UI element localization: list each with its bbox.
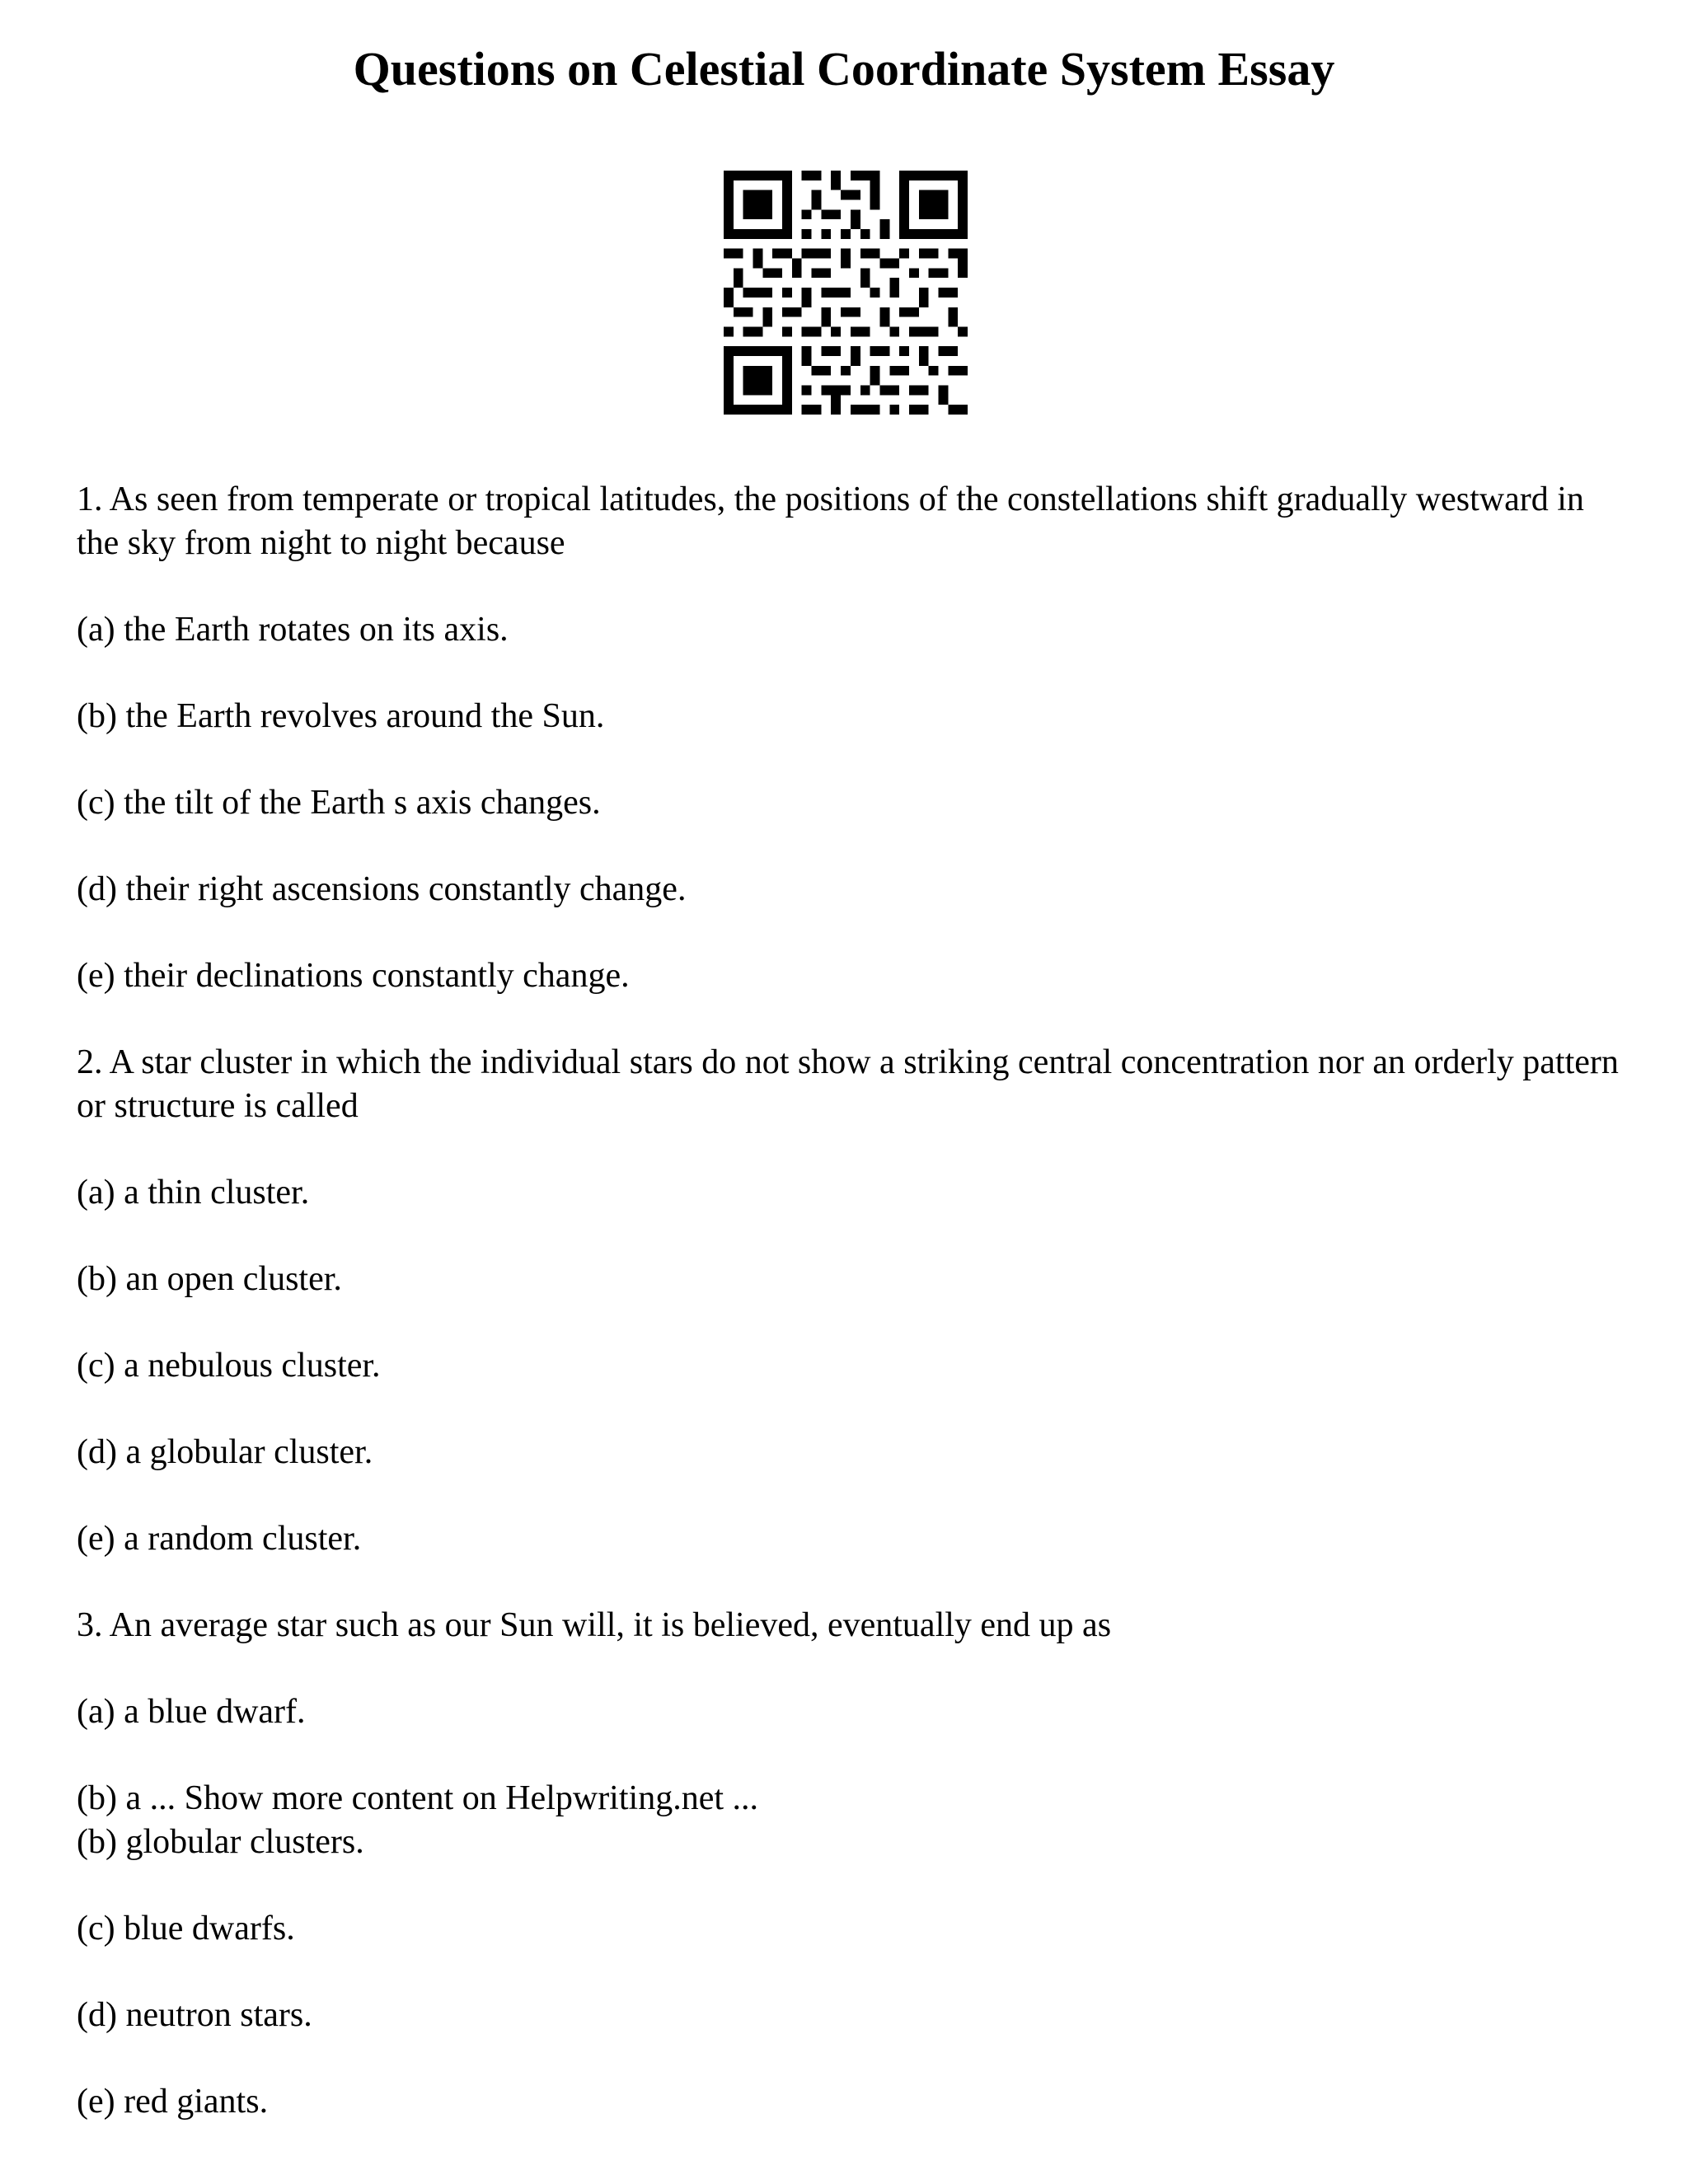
- answer-option: (c) the tilt of the Earth s axis changes.: [77, 784, 601, 822]
- question-text: 2. A star cluster in which the individual stars do not show a striking central concentration nor an orderly pattern or structure is called: [77, 1043, 1619, 1125]
- answer-option: (a) the Earth rotates on its axis.: [77, 611, 509, 649]
- answer-option: (d) neutron stars.: [77, 1996, 312, 2034]
- question-text: 3. An average star such as our Sun will, it is believed, eventually end up as: [77, 1606, 1112, 1644]
- answer-option: (c) a nebulous cluster.: [77, 1347, 381, 1385]
- question-3: [77, 1604, 1626, 2124]
- question-list: [77, 478, 1626, 2167]
- answer-option: (e) red giants.: [77, 2083, 269, 2121]
- answer-option: (e) a random cluster.: [77, 1520, 362, 1558]
- answer-option: (a) a blue dwarf.: [77, 1693, 306, 1731]
- answer-option: (b) globular clusters.: [77, 1823, 364, 1861]
- question-2: [77, 1041, 1626, 1561]
- answer-option: (b) an open cluster.: [77, 1260, 342, 1298]
- answer-option: (c) blue dwarfs.: [77, 1910, 295, 1947]
- answer-option: (b) the Earth revolves around the Sun.: [77, 697, 605, 735]
- answer-option: (d) a globular cluster.: [77, 1433, 373, 1471]
- show-more-text: (b) a ... Show more content on Helpwriting.net ...: [77, 1779, 758, 1817]
- question-1: [77, 478, 1626, 998]
- answer-option: (a) a thin cluster.: [77, 1174, 310, 1212]
- qr-code-icon: [724, 171, 968, 415]
- answer-option: (d) their right ascensions constantly change.: [77, 870, 687, 908]
- page-title: Questions on Celestial Coordinate System Essay: [353, 42, 1335, 96]
- question-text: 1. As seen from temperate or tropical latitudes, the positions of the constellations shift gradually westward in the sky from night to night because: [77, 480, 1584, 562]
- answer-option: (e) their declinations constantly change.: [77, 957, 630, 995]
